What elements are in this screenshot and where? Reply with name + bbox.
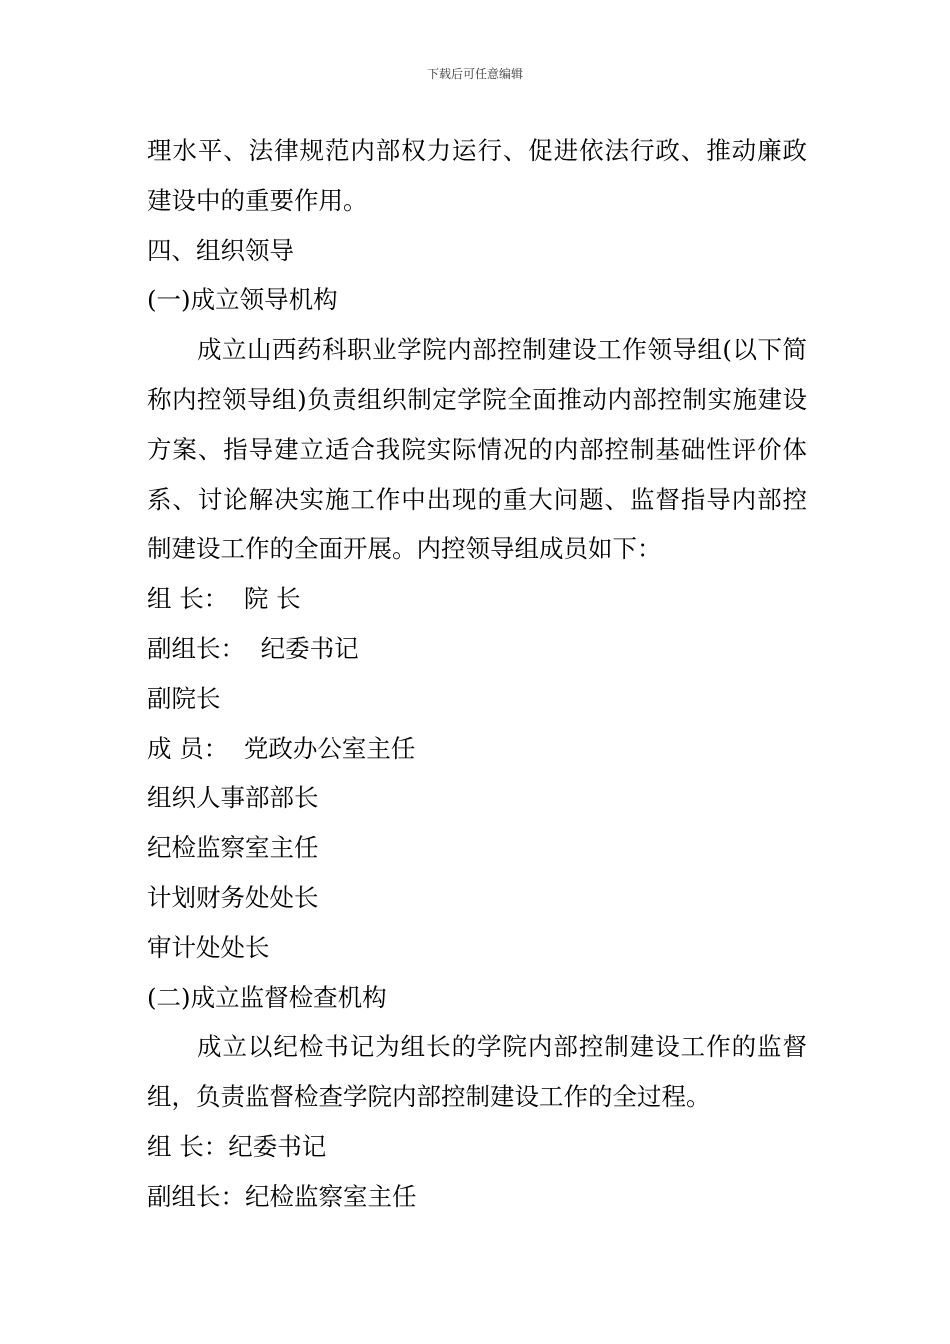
member-line-4: 计划财务处处长	[147, 882, 319, 912]
supervision-line-deputy: 副组长：纪检监察室主任	[147, 1181, 417, 1211]
subsection-heading-1: (一)成立领导机构	[147, 285, 338, 315]
member-line-2: 组织人事部部长	[147, 783, 319, 813]
paragraph-supervision-group: 成立以纪检书记为组长的学院内部控制建设工作的监督组，负责监督检查学院内部控制建设工作的全过程。	[147, 1032, 807, 1112]
page-header-note: 下载后可任意编辑	[426, 67, 523, 81]
member-line-5: 审计处处长	[147, 932, 270, 962]
member-line-members: 成 员： 党政办公室主任	[147, 733, 416, 763]
paragraph-leadership-group: 成立山西药科职业学院内部控制建设工作领导组(以下简称内控领导组)负责组织制定学院全面推动内部控制实施建设方案、指导建立适合我院实际情况的内部控制基础性评价体系、讨论解决实施工作中出现的重大问题、监督指导内部控制建设工作的全面开展。内控领导组成员如下：	[147, 335, 807, 564]
member-line-deputy: 副组长： 纪委书记	[147, 633, 359, 663]
document-body	[147, 126, 807, 1222]
member-line-deputy-2: 副院长	[147, 683, 221, 713]
member-line-3: 纪检监察室主任	[147, 833, 319, 863]
section-heading-4: 四、组织领导	[147, 235, 294, 265]
subsection-heading-2: (二)成立监督检查机构	[147, 982, 387, 1012]
supervision-line-leader: 组 长：纪委书记	[147, 1131, 327, 1161]
paragraph-continuation: 理水平、法律规范内部权力运行、促进依法行政、推动廉政建设中的重要作用。	[147, 136, 807, 215]
member-line-leader: 组 长： 院 长	[147, 584, 301, 614]
